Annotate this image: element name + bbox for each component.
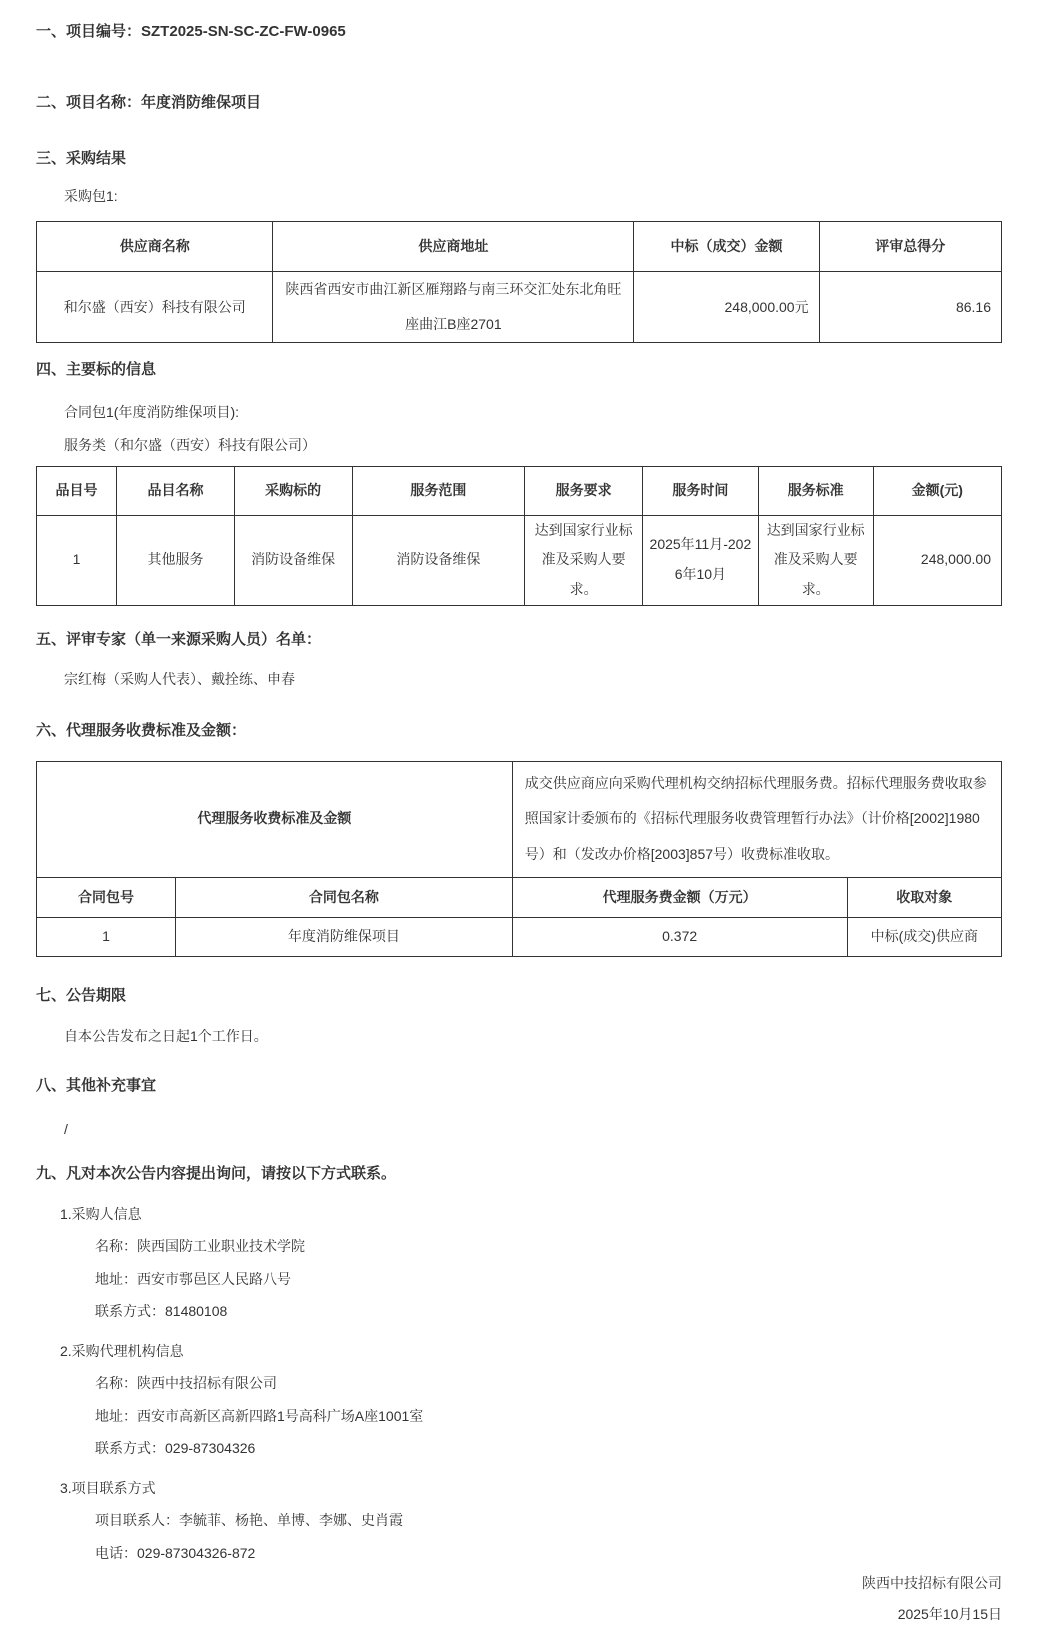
supplier-name-cell: 和尔盛（西安）科技有限公司 [37, 272, 273, 343]
notice-period-body: 自本公告发布之日起1个工作日。 [64, 1028, 268, 1045]
buyer-phone-line: 联系方式：81480108 [95, 1303, 228, 1320]
section-experts-title: 五、评审专家（单一来源采购人员）名单： [36, 630, 322, 648]
amount-cell: 248,000.00 [873, 515, 1001, 605]
agency-fee-desc-cell: 成交供应商应向采购代理机构交纳招标代理服务费。招标代理服务费收取参照国家计委颁布的《招标代理服务收费管理暂行办法》（计价格[2002]1980号）和（发改办价格[2003]857号）收费标准收取。 [512, 761, 1001, 877]
section-procurement-result-title: 三、采购结果 [36, 149, 127, 167]
section-subject-info-title: 四、主要标的信息 [36, 361, 157, 379]
agency-group-heading: 2.采购代理机构信息 [60, 1342, 184, 1359]
buyer-name-line: 名称：陕西国防工业职业技术学院 [95, 1238, 305, 1255]
agency-fee-amount-cell: 0.372 [512, 918, 847, 957]
project-name-label: 二、项目名称： [36, 93, 142, 111]
bid-amount-cell: 248,000.00元 [634, 272, 819, 343]
contact-agency-group [36, 1343, 1002, 1458]
project-number-label: 一、项目编号： [36, 23, 142, 40]
agency-fee-amount-header: 代理服务费金额（万元） [512, 877, 847, 918]
item-no-cell: 1 [37, 515, 117, 605]
buyer-group-heading: 1.采购人信息 [60, 1205, 142, 1222]
service-standard-cell: 达到国家行业标准及采购人要求。 [758, 515, 873, 605]
subject-table [36, 466, 1002, 606]
service-scope-cell: 消防设备维保 [352, 515, 525, 605]
service-scope-header: 服务范围 [352, 467, 525, 516]
service-time-cell: 2025年11月-2026年10月 [642, 515, 758, 605]
item-name-cell: 其他服务 [117, 515, 235, 605]
procurement-target-header: 采购标的 [234, 467, 352, 516]
agency-fee-data-row [37, 918, 1002, 957]
result-table-row [37, 272, 1002, 343]
service-standard-header: 服务标准 [758, 467, 873, 516]
experts-list: 宗红梅（采购人代表）、戴拴练、申春 [64, 671, 295, 688]
service-requirement-cell: 达到国家行业标准及采购人要求。 [525, 515, 643, 605]
contact-buyer-group [36, 1206, 1002, 1321]
section-other-matters-title: 八、其他补充事宜 [36, 1076, 157, 1094]
agency-fee-label-cell: 代理服务收费标准及金额 [37, 761, 513, 877]
contract-package-no-header: 合同包号 [37, 877, 176, 918]
amount-header: 金额(元) [873, 467, 1001, 516]
supplier-address-header: 供应商地址 [273, 221, 634, 272]
other-matters-body: / [64, 1120, 68, 1137]
agency-fee-merged-row [37, 761, 1002, 877]
agency-phone-line: 联系方式：029-87304326 [95, 1440, 256, 1457]
section-project-number [36, 23, 1002, 42]
score-cell: 86.16 [819, 272, 1001, 343]
project-number-value: SZT2025-SN-SC-ZC-FW-0965 [141, 23, 346, 40]
section-project-name [36, 94, 1002, 113]
contract-package-no-cell: 1 [37, 918, 176, 957]
fee-payer-header: 收取对象 [847, 877, 1001, 918]
supplier-address-cell: 陕西省西安市曲江新区雁翔路与南三环交汇处东北角旺座曲江B座2701 [273, 272, 634, 343]
item-name-header: 品目名称 [117, 467, 235, 516]
agency-fee-header-row [37, 877, 1002, 918]
contract-package-name-cell: 年度消防维保项目 [175, 918, 512, 957]
service-category-label: 服务类（和尔盛（西安）科技有限公司） [64, 436, 316, 453]
agency-fee-table [36, 761, 1002, 957]
item-no-header: 品目号 [37, 467, 117, 516]
contract-package-label: 合同包1(年度消防维保项目): [64, 404, 239, 420]
score-header: 评审总得分 [819, 221, 1001, 272]
service-requirement-header: 服务要求 [525, 467, 643, 516]
buyer-address-line: 地址：西安市鄠邑区人民路八号 [95, 1270, 291, 1287]
section-agency-fee-title: 六、代理服务收费标准及金额： [36, 721, 247, 739]
fee-payer-cell: 中标(成交)供应商 [847, 918, 1001, 957]
section-notice-period-title: 七、公告期限 [36, 986, 127, 1004]
project-group-heading: 3.项目联系方式 [60, 1479, 156, 1496]
procurement-target-cell: 消防设备维保 [234, 515, 352, 605]
document-footer [36, 1575, 1002, 1623]
section-contact-title: 九、凡对本次公告内容提出询问，请按以下方式联系。 [36, 1165, 397, 1183]
contact-project-group [36, 1480, 1002, 1563]
result-table-header-row [37, 221, 1002, 272]
footer-date: 2025年10月15日 [897, 1605, 1002, 1622]
result-table [36, 221, 1002, 344]
bid-amount-header: 中标（成交）金额 [634, 221, 819, 272]
footer-organization: 陕西中技招标有限公司 [862, 1575, 1002, 1592]
project-contacts-line: 项目联系人：李毓菲、杨艳、单博、李娜、史肖霞 [95, 1512, 403, 1529]
subject-table-row [37, 515, 1002, 605]
subject-table-header-row [37, 467, 1002, 516]
project-name-value: 年度消防维保项目 [141, 93, 262, 111]
agency-address-line: 地址：西安市高新区高新四路1号高科广场A座1001室 [95, 1407, 424, 1424]
supplier-name-header: 供应商名称 [37, 221, 273, 272]
package-label: 采购包1: [64, 188, 118, 205]
agency-name-line: 名称：陕西中技招标有限公司 [95, 1375, 277, 1392]
project-phone-line: 电话：029-87304326-872 [95, 1544, 256, 1561]
service-time-header: 服务时间 [642, 467, 758, 516]
contract-package-name-header: 合同包名称 [175, 877, 512, 918]
